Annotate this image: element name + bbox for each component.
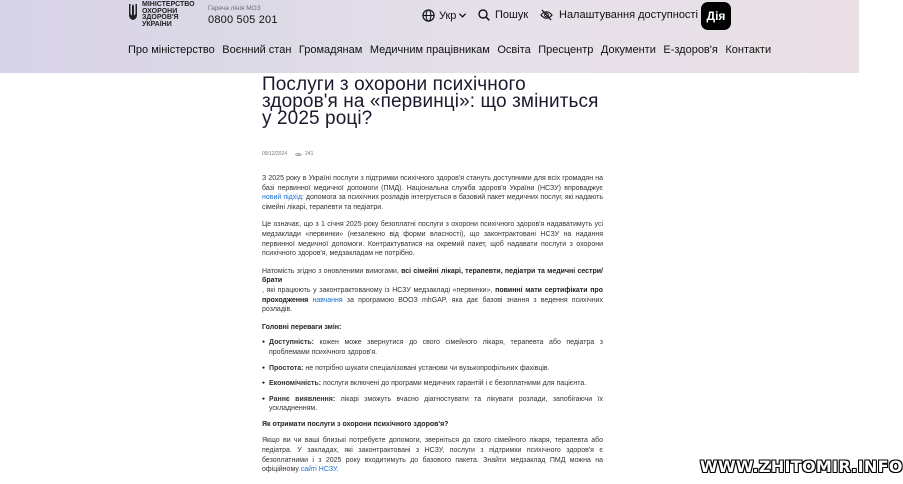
trident-icon bbox=[128, 3, 138, 21]
logo-line: УКРАЇНИ bbox=[142, 20, 172, 28]
nav-item-contacts[interactable]: Контакти bbox=[725, 44, 772, 56]
language-selector[interactable] bbox=[422, 9, 471, 22]
search-label: Пошук bbox=[495, 9, 529, 21]
bold-text: повинні мати сертифікати про проходження bbox=[262, 286, 603, 304]
article bbox=[262, 76, 603, 475]
text: . bbox=[336, 466, 339, 474]
nav-item-about-ministry[interactable]: Про міністерство bbox=[128, 44, 215, 56]
list-item bbox=[262, 364, 603, 374]
benefit-text: послуги включені до програми медичних гарантій і є безоплатними для пацієнта. bbox=[321, 380, 587, 388]
text: Якщо ви чи ваші близькі потребуєте допомоги, зверніться до свого сімейного лікаря, терапевта або педіатра. У закладах, які законтрактовані з НСЗУ, послуги з підтримки психічного здоров'я є безоплатними і з 2025 року входитимуть до базового пакета. Знайти медзаклад ПМД можна на офіційному bbox=[262, 437, 603, 474]
main-navigation bbox=[128, 44, 779, 56]
how-to-get-heading: Як отримати послуги з охорони психічного здоров'я? bbox=[262, 420, 449, 428]
nszu-site-link[interactable]: сайті НСЗУ bbox=[300, 466, 337, 474]
benefit-term: Економічність: bbox=[269, 380, 322, 388]
new-approach-link[interactable]: новий підхід bbox=[262, 194, 302, 202]
chevron-down-icon bbox=[458, 11, 467, 20]
globe-icon bbox=[422, 9, 435, 22]
logo-line: ЗДОРОВ'Я bbox=[142, 14, 179, 22]
article-title: Послуги з охорони психічного здоров'я на «первинці»: що зміниться у 2025 році? bbox=[262, 74, 599, 129]
hotline-number[interactable]: 0800 505 201 bbox=[208, 14, 278, 26]
list-item bbox=[262, 338, 603, 357]
hotline-label: Гаряча лінія МОЗ bbox=[208, 5, 261, 12]
list-item bbox=[262, 395, 603, 414]
benefits-heading: Головні переваги змін: bbox=[262, 323, 342, 331]
paragraph-requirements bbox=[262, 267, 603, 315]
benefit-text: не потрібно шукати спеціалізовані установи чи вузькопрофільних фахівців. bbox=[303, 364, 550, 372]
eye-icon bbox=[295, 152, 302, 157]
benefit-term: Доступність: bbox=[269, 339, 315, 347]
text: : допомога за психічних розладів інтегрується в базовий пакет медичних послуг, які надають сімейні лікарі, терапевти та педіатри. bbox=[262, 194, 603, 211]
paragraph-intro bbox=[262, 174, 603, 212]
article-meta bbox=[262, 151, 603, 157]
nav-item-documents[interactable]: Документи bbox=[600, 44, 656, 56]
search-button[interactable] bbox=[478, 9, 528, 21]
logo-line: МІНІСТЕРСТВО bbox=[142, 1, 195, 8]
bold-text: всі сімейні лікарі, терапевти, педіатри та медичні сестри/брати bbox=[262, 267, 603, 285]
benefit-term: Простота: bbox=[269, 364, 304, 372]
nav-item-press-center[interactable]: Пресцентр bbox=[538, 44, 594, 56]
diia-button[interactable]: Дія bbox=[701, 2, 731, 30]
text: , які працюють у законтрактованому із НСЗУ медзакладі «первинки», bbox=[262, 286, 496, 294]
site-header bbox=[0, 0, 859, 73]
list-item bbox=[262, 379, 603, 389]
eye-off-icon bbox=[540, 9, 553, 21]
benefits-list bbox=[262, 338, 603, 414]
paragraph-meaning: Це означає, що з 1 січня 2025 року безоплатні послуги з охорони психічного здоров'я надаватимуть усі медзаклади «первинки» (незалежно від форми власності), що законтрактовані НСЗУ на надання первинної медичної допомоги. Контрактуватися на окремий пакет, щоб надавати послуги з охорони психічного здоров'я, медзакладам не потрібно. bbox=[262, 221, 603, 258]
search-icon bbox=[478, 9, 490, 21]
nav-item-e-health[interactable]: Е-здоров'я bbox=[663, 44, 718, 56]
text: З 2025 року в Україні послуги з підтримки психічного здоров'я стануть доступними для всіх громадян на базі первинної медичної допомоги (ПМД). Національна служба здоров'я України (НСЗУ) впроваджує bbox=[262, 175, 603, 192]
logo-text bbox=[142, 2, 194, 28]
text: за програмою ВООЗ mhGAP, яка дає базові знання з ведення психічних розладів. bbox=[262, 296, 603, 314]
nav-item-citizens[interactable]: Громадянам bbox=[298, 44, 363, 56]
article-date: 09/12/2024 bbox=[262, 151, 288, 157]
article-views bbox=[295, 151, 313, 157]
views-count: 241 bbox=[305, 151, 314, 157]
language-label: Укр bbox=[439, 9, 457, 22]
paragraph-how-to-get bbox=[262, 436, 603, 474]
benefit-text: кожен може звернутися до свого сімейного лікаря, терапевта або педіатра з проблемами психічного здоров'я. bbox=[269, 339, 603, 356]
training-link[interactable]: навчання bbox=[312, 296, 343, 304]
accessibility-settings-button[interactable] bbox=[540, 9, 698, 21]
benefit-term: Раннє виявлення: bbox=[269, 395, 336, 403]
nav-item-education[interactable]: Освіта bbox=[497, 44, 531, 56]
hotline[interactable] bbox=[208, 5, 278, 26]
accessibility-label: Налаштування доступності bbox=[559, 9, 698, 21]
nav-item-medical-workers[interactable]: Медичним працівникам bbox=[369, 44, 490, 56]
text: Натомість згідно з оновленими вимогами, bbox=[262, 267, 402, 275]
logo-line: ОХОРОНИ bbox=[142, 7, 178, 15]
watermark: WWW.ZHITOMIR.INFO bbox=[700, 457, 903, 476]
moz-logo[interactable] bbox=[128, 2, 194, 28]
nav-item-martial-law[interactable]: Воєнний стан bbox=[222, 44, 292, 56]
benefit-text: лікарі зможуть вчасно діагностувати та лікувати розлади, запобігаючи їх ускладненням. bbox=[269, 395, 603, 413]
